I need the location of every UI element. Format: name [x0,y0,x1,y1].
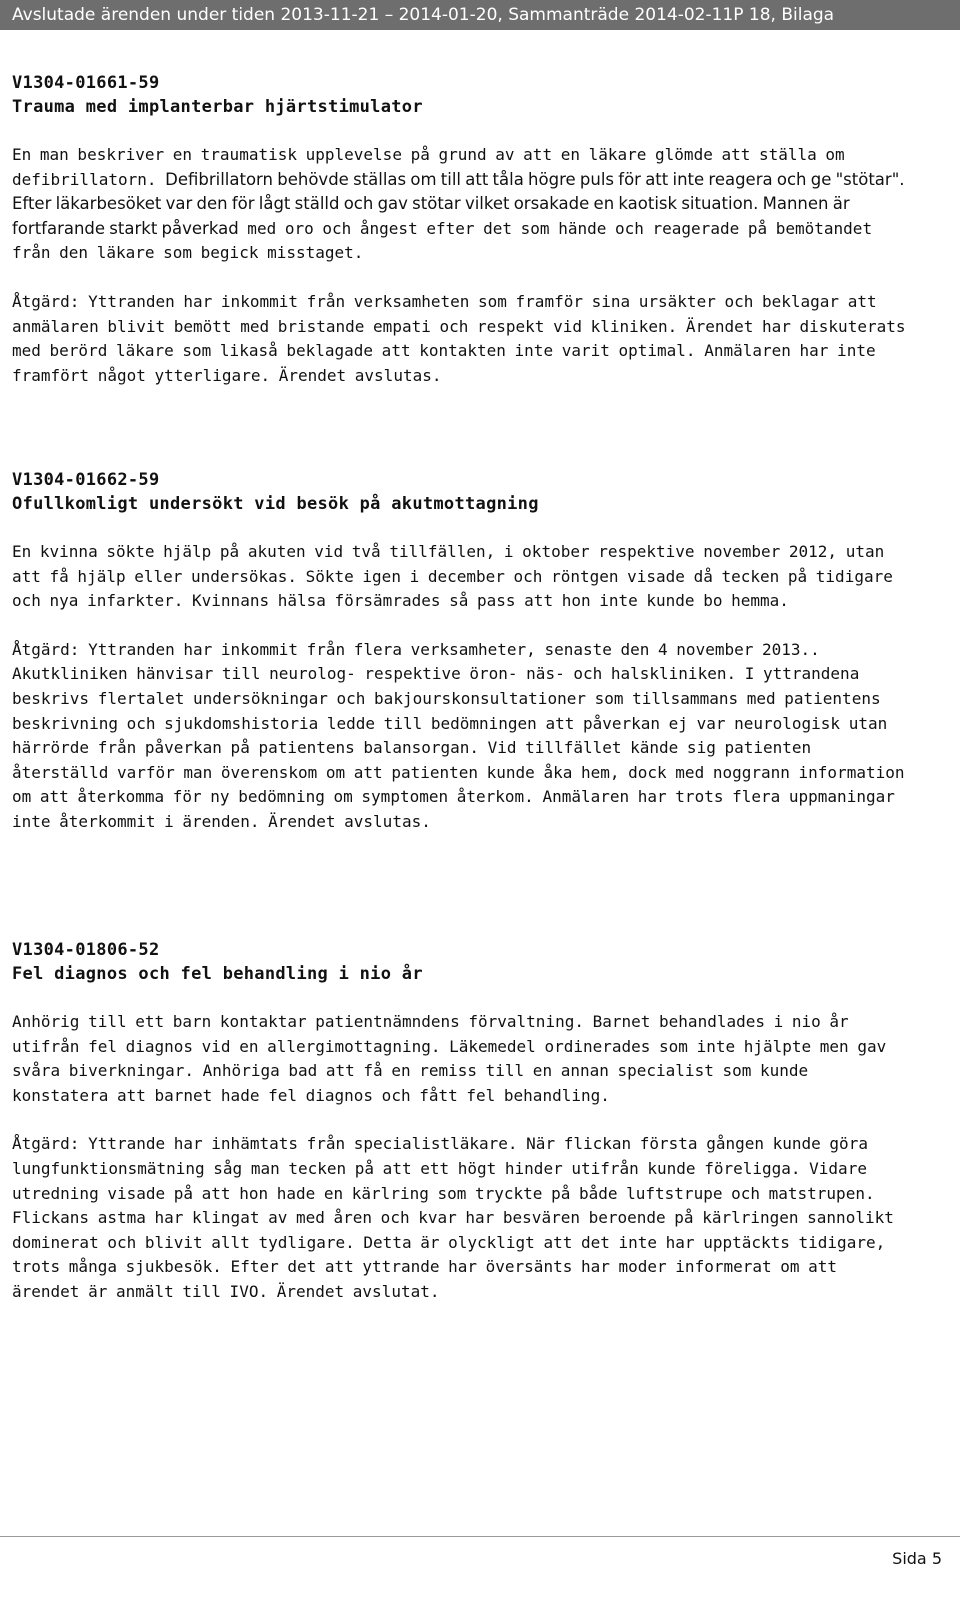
page-number: Sida 5 [892,1549,942,1568]
case-description-part: En man beskriver en traumatisk upplevelse på grund av att en läkare glömde att ställa om defibrillatorn. [12,145,845,189]
case-action: Åtgärd: Yttranden har inkommit från verksamheten som framför sina ursäkter och beklagar att anmälaren blivit bemött med bristande empati och respekt vid kliniken. Ärendet har diskuterats med berörd läkare som likaså beklagade att kontakten inte varit optimal. Anmälaren har inte framfört något ytterligare. Ärendet avslutas. [12,291,906,385]
case-description-part: Defibrillatorn behövde ställas om till att tåla högre puls för att inte reagera och ge "stötar". Efter läkarbesöket var den för lågt ställd och gav stötar vilket orsakade en kaotisk situation. Mannen är fortfarande starkt påverkad [12,169,905,238]
case-entry [12,468,912,859]
case-title: Fel diagnos och fel behandling i nio år [12,964,423,984]
page-header [0,0,960,30]
case-entry [12,71,912,412]
case-entry [12,938,912,1329]
page-header-text: Avslutade ärenden under tiden 2013-11-21 – 2014-01-20, Sammanträde 2014-02-11P 18, Bilaga [12,5,835,25]
case-id: V1304-01661-59 [12,73,160,93]
footer-divider [0,1536,960,1537]
case-description: Anhörig till ett barn kontaktar patientnämndens förvaltning. Barnet behandlades i nio år utifrån fel diagnos vid en allergimottagning. Läkemedel ordinerades som inte hjälpte men gav svåra biverkningar. Anhöriga bad att få en remiss till en annan specialist som kunde konstatera att barnet hade fel diagnos och fått fel behandling. [12,1012,887,1105]
case-description-part: med oro och ångest efter det som hände och reagerade på bemötandet från den läkare som begick misstaget. [12,218,873,263]
case-title: Ofullkomligt undersökt vid besök på akutmottagning [12,494,539,514]
case-id: V1304-01806-52 [12,940,160,960]
case-action: Åtgärd: Yttranden har inkommit från flera verksamheter, senaste den 4 november 2013.. Akutkliniken hänvisar till neurolog- respektive öron- näs- och halskliniken. I yttrandena beskrivs flertalet undersökningar och bakjourskonsultationer som tillsammans med patientens beskrivning och sjukdomshistoria ledde till bedömningen att påverkan ej var neurologisk utan härrörde från påverkan på patientens balansorgan. Vid tillfället kände sig patienten återställd varför man överenskom om att patienten kunde åka hem, dock med noggrann information om att återkomma för ny bedömning om symptomen återkom. Anmälaren har trots flera uppmaningar inte återkommit i ärenden. Ärendet avslutas. [12,639,905,831]
case-description: En kvinna sökte hjälp på akuten vid två tillfällen, i oktober respektive november 2012, utan att få hjälp eller undersökas. Sökte igen i december och röntgen visade då tecken på tidigare och nya infarkter. Kvinnans hälsa försämrades så pass att hon inte kunde bo hemma. [12,542,893,611]
case-action: Åtgärd: Yttrande har inhämtats från specialistläkare. När flickan första gången kunde göra lungfunktionsmätning såg man tecken på att ett högt hinder utifrån kunde föreligga. Vidare utredning visade på att hon hade en kärlring som tryckte på både luftstrupe och matstrupen. Flickans astma har klingat av med åren och kvar har besvären beroende på kärlringen sannolikt dominerat och blivit allt tydligare. Detta är olyckligt att det inte har upptäckts tidigare, trots många sjukbesök. Efter det att yttrande har översänts har moder informerat om att ärendet är anmält till IVO. Ärendet avslutat. [12,1134,894,1301]
case-description [12,143,912,266]
case-id: V1304-01662-59 [12,470,160,490]
case-title: Trauma med implanterbar hjärtstimulator [12,97,423,117]
